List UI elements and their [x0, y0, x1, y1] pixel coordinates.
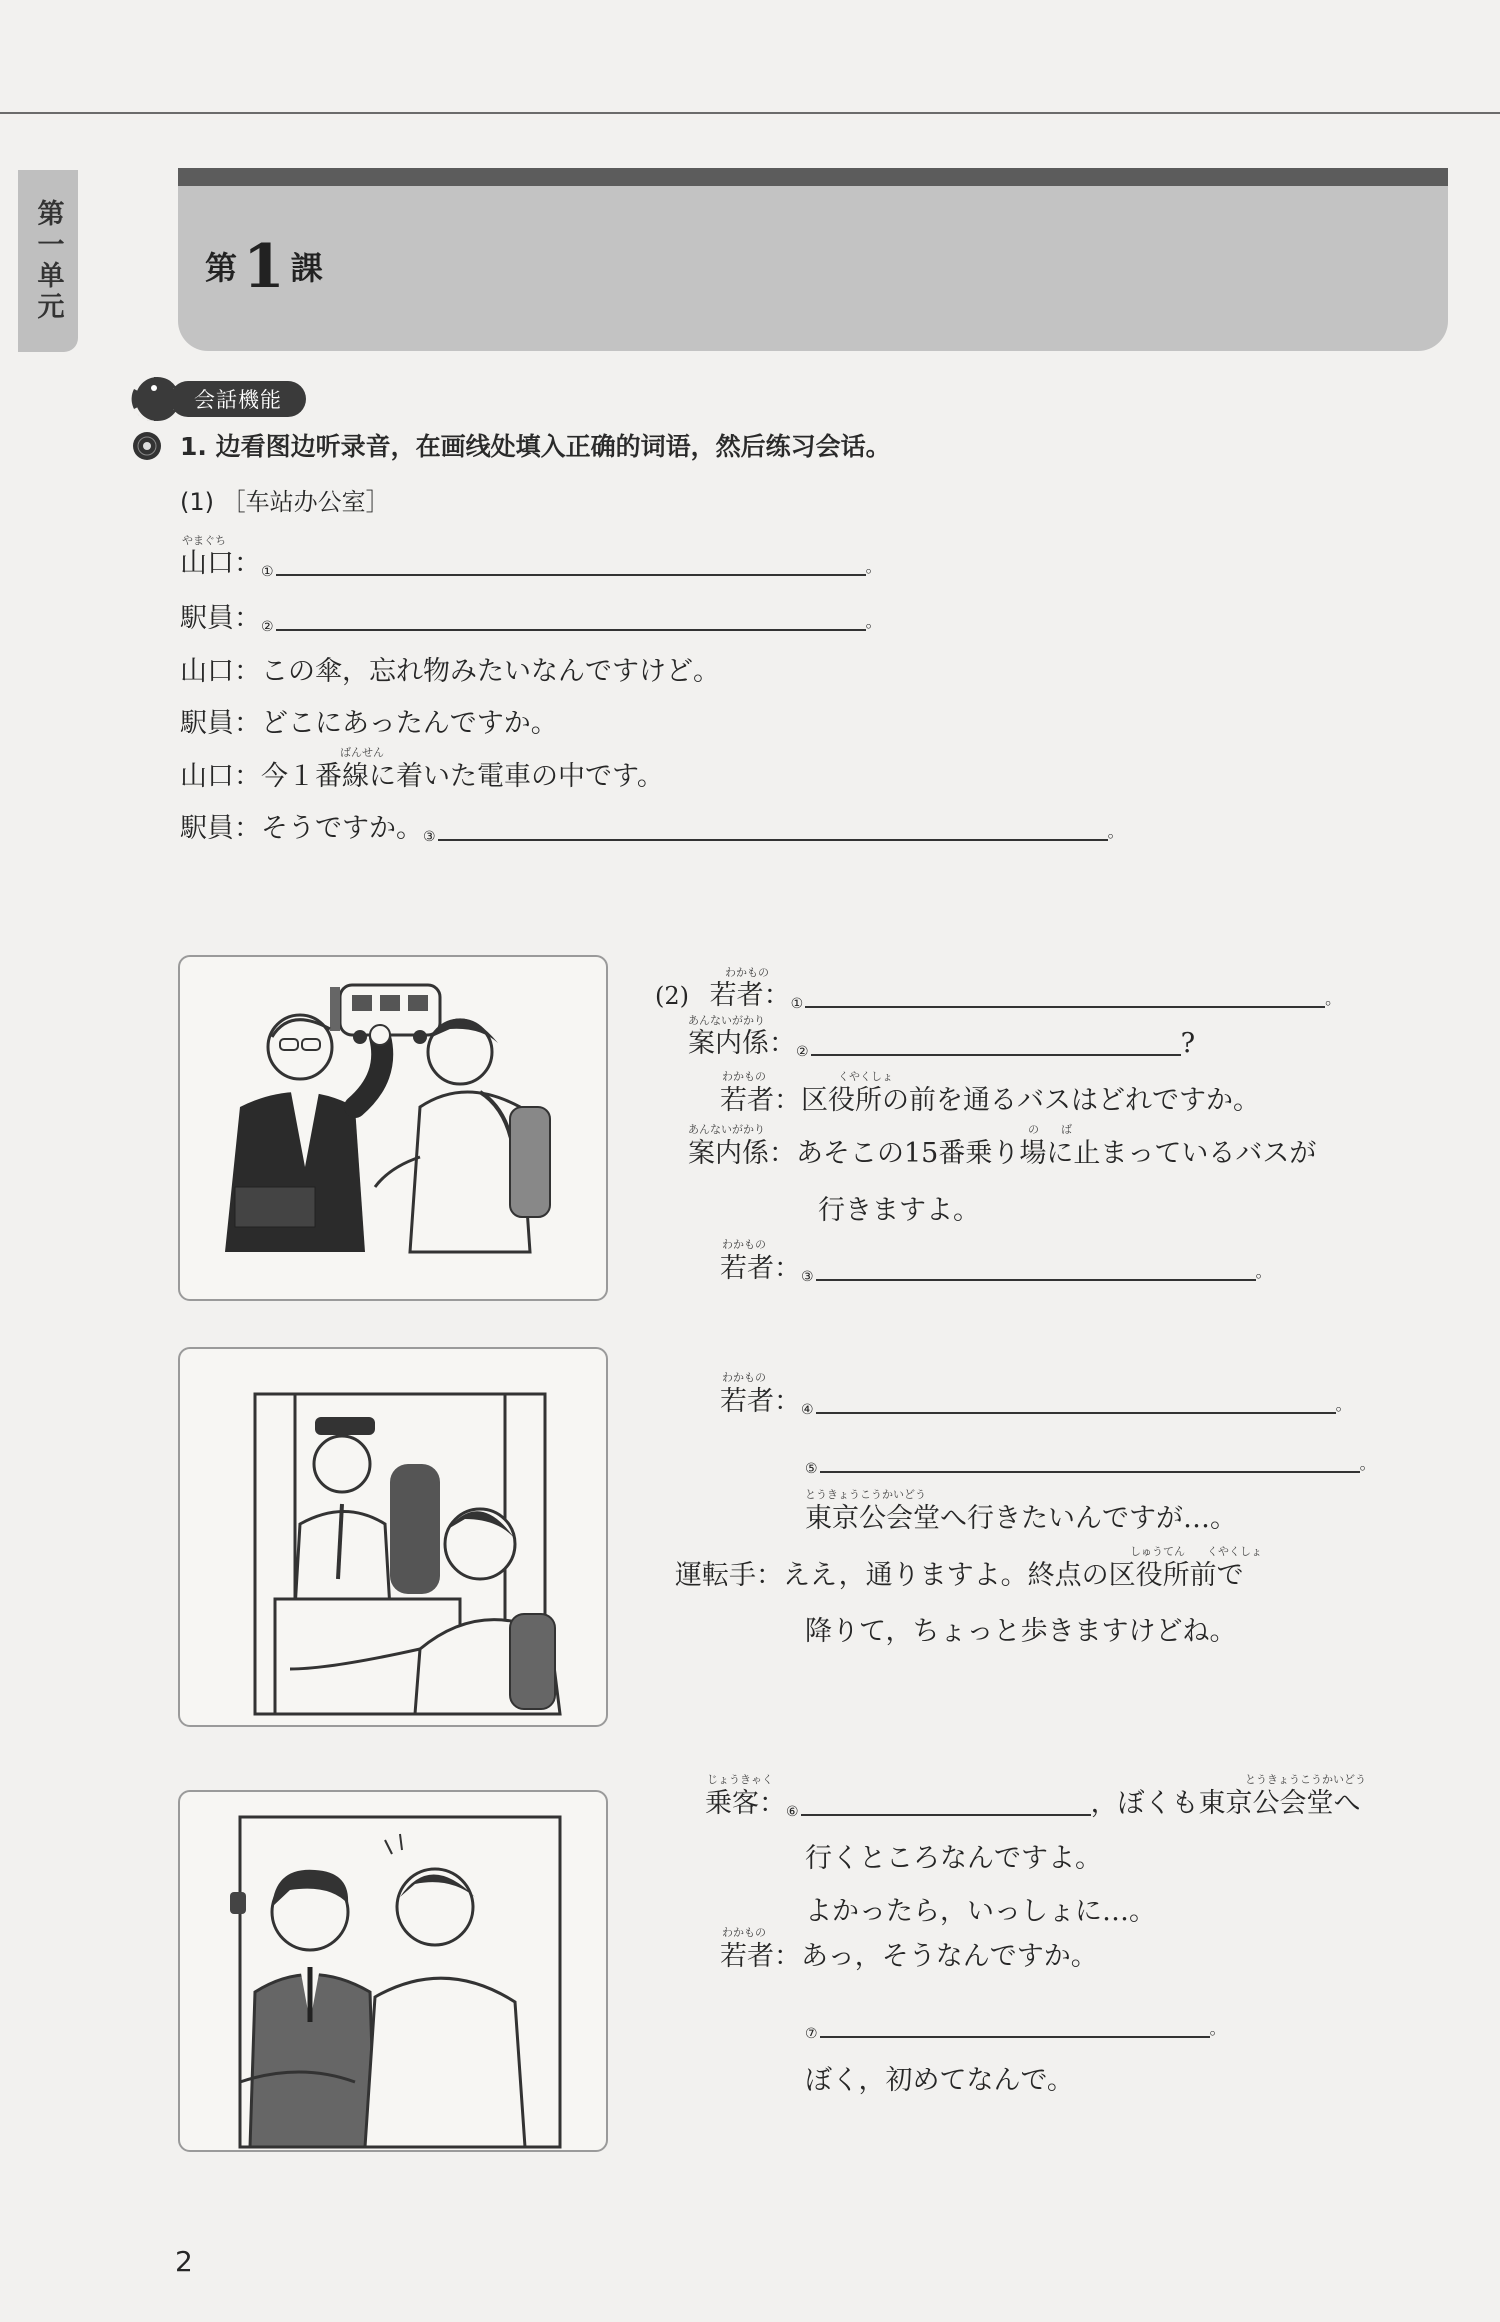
passengers-talking-illustration: [180, 1792, 606, 2150]
answer-blank[interactable]: [820, 2036, 1210, 2038]
speaker: 駅員: [180, 603, 234, 634]
dialogue-line: わかもの くやくしょ 若者：区役所の前を通るバスはどれですか。: [720, 1070, 1260, 1116]
speaker: 山口: [180, 548, 234, 579]
text-ruby: の ば: [1028, 1123, 1072, 1136]
line-text: どこにあったんですか。: [261, 708, 558, 739]
speaker-ruby: わかもの: [722, 1926, 766, 1939]
speaker-ruby: わかもの: [722, 1070, 766, 1083]
lesson-number: 1: [243, 232, 285, 302]
dialogue-line: ばんせん 山口：今１番線に着いた電車の中です。: [180, 746, 664, 792]
line-end: 。: [1325, 989, 1342, 1008]
line-text: ええ，通りますよ。終点の区役所前で: [783, 1560, 1244, 1591]
speaker: 駅員: [180, 813, 234, 844]
illustration-frame-3: [178, 1790, 608, 2152]
text-ruby: とうきょうこうかいどう: [805, 1488, 926, 1501]
answer-blank[interactable]: [820, 1471, 1360, 1473]
speaker: 若者: [709, 980, 764, 1011]
line-text: 区役所の前を通るバスはどれですか。: [801, 1085, 1260, 1116]
line-end: 。: [1359, 1454, 1376, 1473]
text-ruby: とうきょうこうかいどう: [1245, 1773, 1366, 1786]
speaker-ruby: やまぐち: [182, 534, 226, 547]
answer-blank[interactable]: [801, 1814, 1091, 1816]
line-text: この傘，忘れ物みたいなんですけど。: [261, 656, 720, 687]
dialogue-continuation: よかったら，いっしょに…。: [805, 1896, 1156, 1927]
speaker: 若者: [720, 1253, 774, 1284]
dialogue-line: 駅員：そうですか。③ 。: [180, 813, 1124, 845]
blank-number: ⑦: [805, 2026, 818, 2042]
speaker-ruby: わかもの: [725, 966, 769, 979]
line-text: あそこの15番乗り場に止まっているバスが: [796, 1138, 1317, 1169]
speaker: 案内係: [688, 1138, 769, 1169]
text-ruby: くやくしょ: [838, 1070, 893, 1083]
text-ruby: ばんせん: [340, 746, 384, 759]
dialogue-continuation: 行きますよ。: [818, 1195, 980, 1226]
line-text: ぼく，初めてなんで。: [805, 2065, 1074, 2096]
section-pill: 会話機能: [170, 381, 306, 417]
dialogue-line: わかもの 若者：④ 。: [720, 1371, 1352, 1418]
cd-audio-icon: [131, 430, 163, 462]
line-text: あっ，そうなんですか。: [801, 1941, 1098, 1972]
speaker: 若者: [720, 1085, 774, 1116]
dialogue-line: あんないがかり の ば 案内係：あそこの15番乗り場に止まっているバスが: [688, 1123, 1317, 1169]
unit-label: 第一单元: [32, 199, 64, 323]
answer-blank[interactable]: [816, 1279, 1256, 1281]
dialogue-line: 駅員：② 。: [180, 603, 882, 635]
illustration-frame-2: [178, 1347, 608, 1727]
dialogue-continuation: 降りて，ちょっと歩きますけどね。: [805, 1616, 1237, 1647]
exercise-instruction: 1. 边看图边听录音，在画线处填入正确的词语，然后练习会话。: [180, 432, 891, 461]
text-ruby: しゅうてん くやくしょ: [1130, 1545, 1262, 1558]
banner-top-bar: [178, 168, 1448, 186]
dialogue-line: [805, 2012, 1226, 2041]
dialogue-line: じょうきゃく とうきょうこうかいどう 乗客：⑥ ，ぼくも東京公会堂へ: [705, 1773, 1366, 1820]
line-end: 。: [1209, 2019, 1226, 2038]
lesson-prefix: 第: [205, 249, 238, 287]
line-end: 。: [1335, 1395, 1352, 1414]
blank-number: ②: [261, 619, 274, 635]
blank-number: ④: [801, 1402, 814, 1418]
speaker-ruby: あんないがかり: [688, 1123, 765, 1136]
speaker: 山口: [180, 656, 234, 687]
answer-blank[interactable]: [816, 1412, 1336, 1414]
lesson-suffix: 課: [290, 249, 323, 287]
line-text: 今１番線に着いた電車の中です。: [261, 761, 664, 792]
lesson-banner: [178, 168, 1448, 351]
illustration-frame-1: [178, 955, 608, 1301]
speaker: 山口: [180, 761, 234, 792]
speaker-ruby: じょうきゃく: [707, 1773, 773, 1786]
dialogue-line: 駅員：どこにあったんですか。: [180, 708, 558, 739]
blank-number: ⑥: [786, 1804, 799, 1820]
answer-blank[interactable]: [811, 1054, 1181, 1056]
lesson-title: [205, 232, 323, 302]
dialogue-line: [805, 1488, 1237, 1534]
unit-side-tab: [18, 170, 78, 352]
dialogue-line: しゅうてん くやくしょ 運転手：ええ，通りますよ。終点の区役所前で: [675, 1545, 1262, 1591]
bus-driver-illustration: [180, 1349, 606, 1725]
speaker-ruby: わかもの: [722, 1238, 766, 1251]
line-text: 東京公会堂へ行きたいんですが…。: [805, 1503, 1237, 1534]
blank-number: ①: [790, 996, 804, 1012]
page-number: 2: [175, 2245, 193, 2278]
dialogue-continuation: 行くところなんですよ。: [805, 1843, 1102, 1874]
speaker: 乗客: [705, 1788, 759, 1819]
blank-number: ③: [801, 1269, 814, 1285]
answer-blank[interactable]: [805, 1006, 1325, 1008]
part1-heading: (1) ［车站办公室］: [180, 488, 390, 516]
speaker-ruby: わかもの: [722, 1371, 766, 1384]
speaker: 若者: [720, 1386, 774, 1417]
speaker: 駅員: [180, 708, 234, 739]
answer-blank[interactable]: [438, 839, 1108, 841]
speaker-ruby: あんないがかり: [688, 1014, 765, 1027]
top-rule: [0, 112, 1500, 114]
line-end: ?: [1180, 1028, 1196, 1059]
dialogue-line: わかもの 若者：③ 。: [720, 1238, 1272, 1285]
part-label: (2): [655, 982, 689, 1010]
blank-number: ②: [796, 1044, 809, 1060]
speaker: 運転手: [675, 1560, 756, 1591]
speaker: 案内係: [688, 1028, 769, 1059]
blank-number: ①: [261, 564, 274, 580]
dialogue-line: やまぐち 山口：① 。: [180, 534, 882, 580]
dialogue-line: わかもの 若者：あっ，そうなんですか。: [720, 1926, 1098, 1972]
speaker: 若者: [720, 1941, 774, 1972]
station-staff-pointing-illustration: [180, 957, 606, 1299]
dialogue-line: [805, 2067, 1074, 2094]
dialogue-line: あんないがかり 案内係：② ?: [688, 1014, 1196, 1060]
dialogue-line: 山口：この傘，忘れ物みたいなんですけど。: [180, 656, 720, 687]
answer-blank[interactable]: [276, 629, 866, 631]
blank-number: ⑤: [805, 1461, 818, 1477]
line-end: 。: [1255, 1262, 1272, 1281]
line-text: ，ぼくも東京公会堂へ: [1090, 1788, 1361, 1819]
blank-number: ③: [423, 829, 436, 845]
dialogue-line: [805, 1447, 1376, 1476]
answer-blank[interactable]: [276, 574, 866, 576]
dialogue-line: (2) わかもの 若者：① 。: [655, 966, 1342, 1012]
line-text: そうですか。: [261, 813, 423, 844]
